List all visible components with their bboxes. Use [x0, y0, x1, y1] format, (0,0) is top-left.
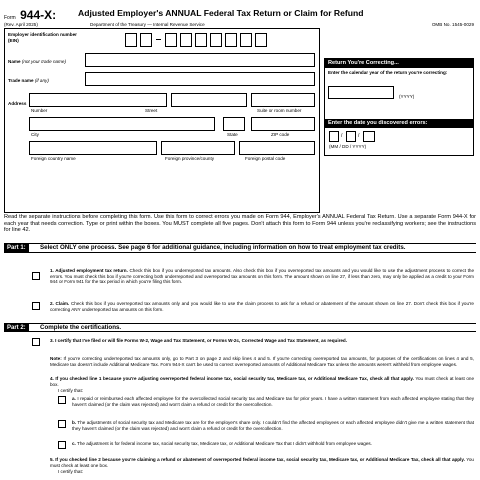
- suite-caption: Suite or room number: [257, 108, 302, 113]
- state-field[interactable]: [223, 117, 245, 131]
- return-correcting-box: [324, 58, 474, 156]
- date-slash-2: /: [358, 133, 360, 139]
- line4a-text: [72, 396, 474, 407]
- line1-text: [50, 268, 474, 285]
- ein-label: Employer identification number: [8, 32, 77, 37]
- line5-certify: I certify that:: [58, 469, 84, 474]
- part2-tag: Part 2:: [4, 324, 29, 332]
- address-label: Address: [8, 101, 27, 106]
- date-year-field[interactable]: [363, 131, 375, 142]
- address-number-field[interactable]: [29, 93, 167, 107]
- address-suite-field[interactable]: [251, 93, 315, 107]
- foreign-country-caption: Foreign country name: [31, 156, 76, 161]
- line2-text: [50, 301, 474, 312]
- ein-digit-7[interactable]: [225, 33, 237, 47]
- line4b-checkbox[interactable]: [58, 420, 66, 428]
- line4-title: 4. If you checked line 1 because you're adjusting overreported federal income tax, social security tax, Medicare tax, or Additional Medicare Tax, check all that apply.: [50, 376, 414, 381]
- line1-checkbox[interactable]: [32, 272, 40, 280]
- department: Department of the Treasury — Internal Revenue Service: [90, 22, 205, 27]
- part1-title: Select ONLY one process. See page 6 for additional guidance, including information on how to treat employment tax credits.: [40, 244, 406, 251]
- line4a-body: I repaid or reimbursed each affected employee for the overcollected social security tax and Medicare tax for prior years. I have a written statement from each affected employee stating that they haven't claimed (or the claim was rejected) and won't claim a refund or credit for the overcollection.: [72, 396, 474, 407]
- line4c-label: c.: [72, 441, 76, 446]
- discovered-date-heading-wrap: [325, 119, 473, 128]
- return-correcting-heading: Return You're Correcting...: [325, 59, 473, 68]
- ein-digit-3[interactable]: [165, 33, 177, 47]
- line5-text: [50, 457, 474, 468]
- ein-digit-8[interactable]: [240, 33, 252, 47]
- ein-digit-2[interactable]: [140, 33, 152, 47]
- form-title: Adjusted Employer's ANNUAL Federal Tax Return or Claim for Refund: [78, 8, 364, 18]
- line4c-checkbox[interactable]: [58, 441, 66, 449]
- line4b-label: b.: [72, 420, 77, 425]
- trade-name-hint: (if any): [34, 78, 49, 83]
- name-label: Name: [8, 59, 21, 64]
- revision-date: (Rev. April 2025): [4, 22, 38, 27]
- discovered-date-heading: Enter the date you discovered errors:: [325, 119, 473, 128]
- year-hint: (YYYY): [399, 94, 415, 99]
- foreign-postal-field[interactable]: [239, 141, 315, 155]
- name-field[interactable]: [85, 53, 315, 67]
- name-hint: (not your trade name): [21, 59, 66, 64]
- line4a-checkbox[interactable]: [58, 396, 66, 404]
- state-caption: State: [227, 132, 238, 137]
- date-month-field[interactable]: [329, 131, 339, 142]
- date-day-field[interactable]: [346, 131, 356, 142]
- line2-checkbox[interactable]: [32, 302, 40, 310]
- part2-title: Complete the certifications.: [40, 324, 122, 331]
- line4-certify: I certify that:: [58, 388, 84, 393]
- ein-dash: [156, 39, 161, 40]
- part1-tag: Part 1:: [4, 244, 29, 252]
- line1-body: Check this box if you underreported tax amounts. Also check this box if you overreported tax amounts and you would like to use the adjustment process to correct the errors. You must check this box if you're correcting both underreported and overreported tax amounts on this form. The amount shown on line 27, if less than zero, may only be applied as a credit to your Form 944 or Form 941 for the tax period in which you're filing this form.: [50, 268, 475, 285]
- line4a-label: a.: [72, 396, 76, 401]
- date-slash-1: /: [341, 133, 343, 139]
- note-text: [50, 356, 474, 367]
- zip-field[interactable]: [251, 117, 315, 131]
- line4c-text: [72, 441, 474, 447]
- city-caption: City: [31, 132, 39, 137]
- address-street-field[interactable]: [171, 93, 247, 107]
- line2-title: 2. Claim.: [50, 301, 70, 306]
- ein-digit-6[interactable]: [210, 33, 222, 47]
- city-field[interactable]: [29, 117, 215, 131]
- ein-digit-4[interactable]: [180, 33, 192, 47]
- foreign-province-caption: Foreign province/county: [165, 156, 215, 161]
- omb-number: OMB No. 1545-0029: [431, 22, 474, 27]
- foreign-country-field[interactable]: [29, 141, 157, 155]
- foreign-postal-caption: Foreign postal code: [245, 156, 286, 161]
- ein-digit-9[interactable]: [255, 33, 267, 47]
- year-prompt: Enter the calendar year of the return you're correcting:: [328, 70, 448, 75]
- part1-header: [4, 243, 476, 253]
- intro-text: Read the separate instructions before completing this form. Use this form to correct errors you made on Form 944, Employer's ANNUAL Federal Tax Return. Use a separate Form 944-X for each year that needs correction. Type or print within the boxes. You MUST complete all five pages. Don't attach this form to Form 944 unless you're reclassifying workers; see the instructions for line 42.: [4, 214, 476, 234]
- note-label: Note:: [50, 356, 62, 361]
- line3-checkbox[interactable]: [32, 338, 40, 346]
- ein-digit-5[interactable]: [195, 33, 207, 47]
- employer-info-block: [4, 28, 320, 213]
- foreign-province-field[interactable]: [161, 141, 235, 155]
- correcting-year-field[interactable]: [328, 86, 394, 99]
- line4c-body: The adjustment is for federal income tax, social security tax, Medicare tax, or Additional Medicare Tax that I didn't withhold from employee wages.: [77, 441, 372, 446]
- line5-title: 5. If you checked line 2 because you're claiming a refund or abatement of overreported federal income tax, social security tax, Medicare tax, or Additional Medicare Tax, check all that apply.: [50, 457, 465, 462]
- line2-body: Check this box if you overreported tax amounts only and you would like to use the claim process to ask for a refund or abatement of the amount shown on line 27. Don't check this box if you're correcting ANY underreported tax amounts on this form.: [50, 301, 474, 312]
- form-prefix: Form: [4, 15, 16, 21]
- line4b-text: [72, 420, 474, 431]
- part2-header: [4, 323, 476, 332]
- line3-text: 3. I certify that I've filed or will file Forms W-2, Wage and Tax Statement, or Forms W-2c, Corrected Wage and Tax Statement, as required.: [50, 338, 348, 343]
- ein-digit-1[interactable]: [125, 33, 137, 47]
- form-number: 944-X:: [20, 8, 57, 22]
- name-label-group: [8, 59, 66, 65]
- number-caption: Number: [31, 108, 48, 113]
- trade-name-field[interactable]: [85, 72, 315, 86]
- line1-title: 1. Adjusted employment tax return.: [50, 268, 128, 273]
- ein-label-2: (EIN): [8, 38, 19, 43]
- trade-name-label: Trade name: [8, 78, 34, 83]
- zip-caption: ZIP code: [271, 132, 290, 137]
- note-body: If you're correcting underreported tax amounts only, go to Part 3 on page 2 and skip lines 4 and 5. If you're correcting overreported tax amounts, for purposes of the certifications on lines 4 and 5, Medicare tax doesn't include Additional Medicare Tax. Form 944-X can't be used to correct overreported amounts of Additional Medicare Tax unless the amounts weren't withheld from employee wages.: [50, 356, 474, 367]
- date-hint: (MM / DD / YYYY): [329, 144, 367, 149]
- line4b-body: The adjustments of social security tax and Medicare tax are for the employer's share only. I couldn't find the affected employees or each affected employee didn't give me a written statement that they haven't claimed (or the claim was rejected) and won't claim a refund or credit for the overcollection.: [72, 420, 474, 431]
- trade-name-label-group: [8, 78, 49, 84]
- line5-body: You must check at least one box.: [50, 457, 474, 468]
- street-caption: Street: [145, 108, 158, 113]
- line4-body: You must check at least one box.: [50, 376, 475, 387]
- line4-text: [50, 376, 474, 387]
